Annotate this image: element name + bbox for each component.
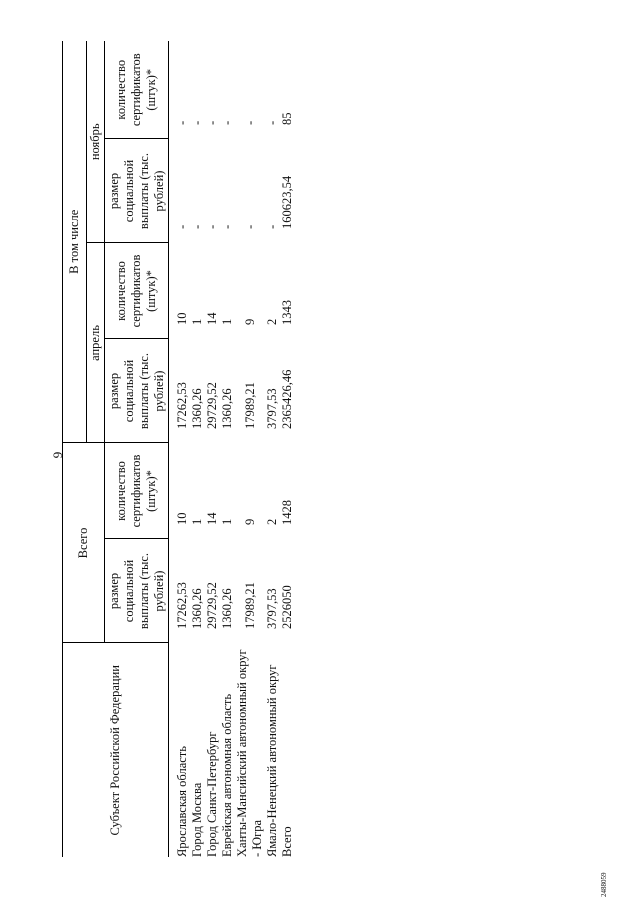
region-cell: Город Москва [190, 782, 204, 857]
region-cell: Еврейская автономная область [220, 693, 234, 857]
region-cell: Всего [280, 826, 294, 857]
total-count-cell: 1 [220, 518, 234, 525]
november-count-cell: - [265, 120, 279, 125]
total-payment-cell: 29729,52 [205, 582, 219, 629]
header-april: апрель [87, 243, 105, 443]
april-count-cell: 14 [205, 312, 219, 325]
april-count-cell: 1343 [280, 300, 294, 325]
april-count-cell: 1 [220, 318, 234, 325]
total-count-cell: 2 [265, 518, 279, 525]
table-row-total [280, 41, 295, 857]
november-payment-cell: - [205, 224, 219, 229]
header-april-count: количество сертификатов (штук)* [105, 243, 169, 339]
total-count-cell: 14 [205, 512, 219, 525]
april-count-cell: 10 [175, 312, 189, 325]
april-count-cell: 2 [265, 318, 279, 325]
header-including: В том числе [63, 41, 87, 443]
total-count-cell: 10 [175, 512, 189, 525]
november-count-cell: - [205, 120, 219, 125]
document-code: 2488059 [600, 872, 608, 897]
april-payment-cell: 2365426,46 [280, 369, 294, 429]
table-row [190, 41, 205, 857]
total-count-cell: 9 [242, 518, 257, 525]
november-count-cell: 85 [280, 112, 294, 125]
region-cell: Город Санкт-Петербург [205, 731, 219, 857]
total-count-cell: 1 [190, 518, 204, 525]
april-payment-cell: 17262,53 [175, 382, 189, 429]
april-payment-cell: 1360,26 [190, 388, 204, 429]
november-payment-cell: - [220, 224, 234, 229]
data-table [62, 41, 295, 857]
total-payment-cell: 17989,21 [242, 582, 257, 629]
table-row [220, 41, 235, 857]
region-cell: Ямало-Ненецкий автономный округ [265, 664, 279, 857]
november-count-cell: - [220, 120, 234, 125]
april-payment-cell: 17989,21 [242, 382, 257, 429]
table-row [235, 41, 265, 857]
total-payment-cell: 1360,26 [220, 588, 234, 629]
april-count-cell: 1 [190, 318, 204, 325]
november-payment-cell: - [242, 224, 257, 229]
header-total-payment: размер социальной выплаты (тыс. рублей) [105, 539, 169, 643]
table-row [205, 41, 220, 857]
header-total: Всего [63, 443, 105, 643]
total-payment-cell: 3797,53 [265, 588, 279, 629]
april-payment-cell: 3797,53 [265, 388, 279, 429]
region-cell: Ярославская область [175, 746, 189, 857]
november-count-cell: - [175, 120, 189, 125]
header-total-count: количество сертификатов (штук)* [105, 443, 169, 539]
page-number: 9 [50, 451, 65, 459]
november-payment-cell: - [265, 224, 279, 229]
header-november-payment: размер социальной выплаты (тыс. рублей) [105, 139, 169, 243]
header-region: Субъект Российской Федерации [63, 643, 169, 857]
header-november-count: количество сертификатов (штук)* [105, 41, 169, 139]
total-count-cell: 1428 [280, 500, 294, 525]
total-payment-cell: 17262,53 [175, 582, 189, 629]
november-payment-cell: - [175, 224, 189, 229]
november-count-cell: - [242, 120, 257, 125]
total-payment-cell: 1360,26 [190, 588, 204, 629]
november-payment-cell: 160623,54 [280, 175, 294, 229]
april-payment-cell: 1360,26 [220, 388, 234, 429]
table-row [169, 41, 191, 857]
header-november: ноябрь [87, 41, 105, 243]
november-payment-cell: - [190, 224, 204, 229]
april-payment-cell: 29729,52 [205, 382, 219, 429]
region-cell: Ханты-Мансийский автономный округ - Югра [235, 649, 264, 857]
header-april-payment: размер социальной выплаты (тыс. рублей) [105, 339, 169, 443]
total-payment-cell: 2526050 [280, 585, 294, 629]
november-count-cell: - [190, 120, 204, 125]
table-row [265, 41, 280, 857]
april-count-cell: 9 [242, 318, 257, 325]
